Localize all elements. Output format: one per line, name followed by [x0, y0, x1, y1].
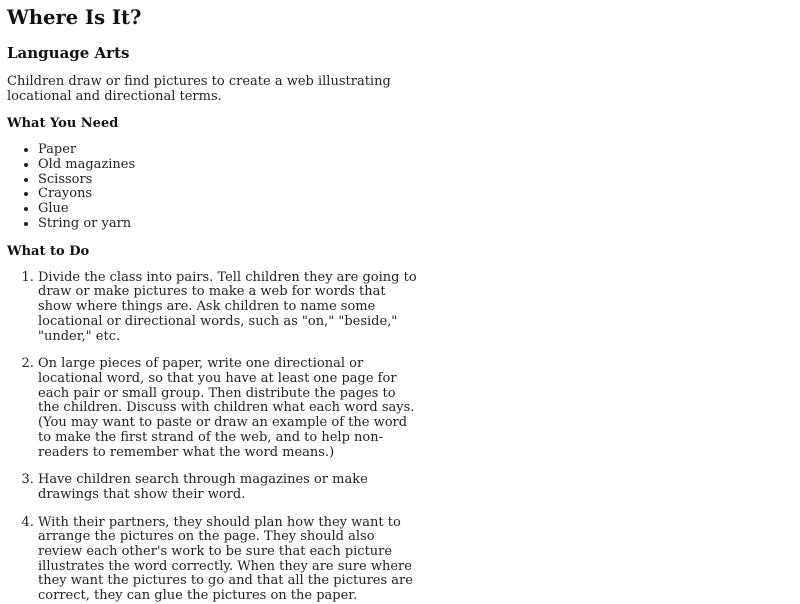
list-item: • Old magazines	[38, 158, 793, 173]
page-title: Where Is It?	[7, 6, 142, 29]
list-item: • Scissors	[38, 173, 793, 188]
steps-list	[7, 271, 418, 604]
step-item: 3. Have children search through magazines or make drawings that show their word.	[38, 473, 418, 502]
list-item: • Glue	[38, 202, 793, 217]
step-item: 2. On large pieces of paper, write one directional or locational word, so that you have at least one page for each pair or small group. Then distribute the pages to the children. Discuss with children what each word says. (You may want to paste or draw an example of the word to make the first strand of the web, and to help non-readers to remember what the word means.)	[38, 357, 418, 460]
list-item: • Paper	[38, 143, 793, 158]
materials-list	[7, 143, 793, 232]
list-item: • String or yarn	[38, 217, 793, 232]
step-item: 4. With their partners, they should plan how they want to arrange the pictures on the page. They should also review each other's work to be sure that each picture illustrates the word correctly. When they are sure where they want the pictures to go and that all the pictures are correct, they can glue the pictures on the paper.	[38, 516, 418, 604]
step-item: 1. Divide the class into pairs. Tell children they are going to draw or make pictures to make a web for words that show where things are. Ask children to name some locational or directional words, such as "on," "beside," "under," etc.	[38, 271, 418, 345]
subject-heading: Language Arts	[7, 44, 130, 62]
steps-heading: What to Do	[7, 243, 90, 259]
list-item: • Crayons	[38, 187, 793, 202]
intro-paragraph: Children draw or find pictures to create a web illustrating locational and directional terms.	[7, 74, 391, 104]
materials-heading: What You Need	[7, 116, 119, 131]
